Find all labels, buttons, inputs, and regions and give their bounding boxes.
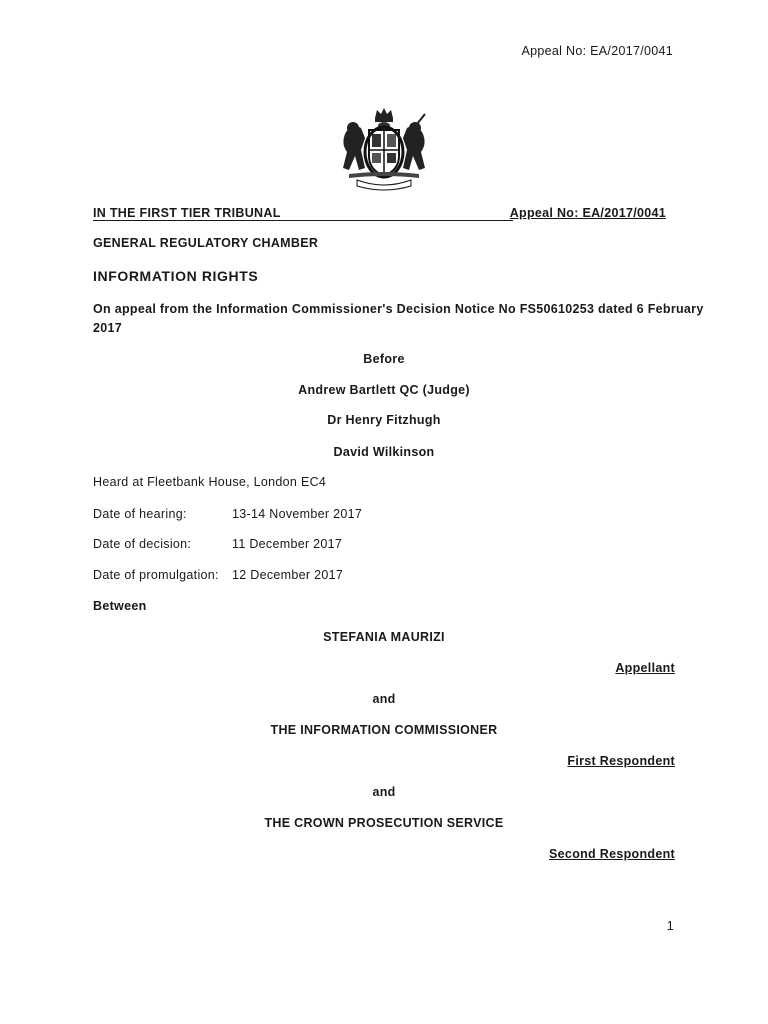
second-respondent-role: Second Respondent (549, 847, 675, 861)
and-separator-1: and (372, 692, 396, 706)
appellant-role: Appellant (615, 661, 675, 675)
first-respondent-name: THE INFORMATION COMMISSIONER (270, 723, 498, 737)
promulgation-date-label: Date of promulgation: (93, 568, 219, 582)
and-separator-2: and (372, 785, 396, 799)
appeal-line-1: On appeal from the Information Commissioner's Decision Notice No FS50610253 dated 6 February (93, 302, 704, 316)
before-label: Before (363, 352, 405, 366)
page-number: 1 (666, 919, 674, 933)
between-label: Between (93, 599, 147, 613)
header-appeal-no: Appeal No: EA/2017/0041 (521, 44, 673, 58)
panel-member-2: David Wilkinson (333, 445, 435, 459)
hearing-date-value: 13-14 November 2017 (232, 507, 363, 521)
heard-at: Heard at Fleetbank House, London EC4 (93, 475, 327, 489)
tribunal-heading: IN THE FIRST TIER TRIBUNAL (93, 206, 513, 221)
appellant-name: STEFANIA MAURIZI (323, 630, 445, 644)
decision-date-label: Date of decision: (93, 537, 192, 551)
royal-coat-of-arms-icon (331, 104, 437, 192)
title-appeal-no: Appeal No: EA/2017/0041 (509, 206, 666, 220)
second-respondent-name: THE CROWN PROSECUTION SERVICE (264, 816, 504, 830)
chamber-heading: GENERAL REGULATORY CHAMBER (93, 236, 319, 250)
panel-judge: Andrew Bartlett QC (Judge) (298, 383, 470, 397)
decision-date-value: 11 December 2017 (232, 537, 343, 551)
hearing-date-label: Date of hearing: (93, 507, 187, 521)
jurisdiction-heading: INFORMATION RIGHTS (93, 268, 259, 284)
first-respondent-role: First Respondent (567, 754, 675, 768)
panel-member-1: Dr Henry Fitzhugh (327, 413, 441, 427)
promulgation-date-value: 12 December 2017 (232, 568, 344, 582)
appeal-line-2: 2017 (93, 321, 123, 335)
